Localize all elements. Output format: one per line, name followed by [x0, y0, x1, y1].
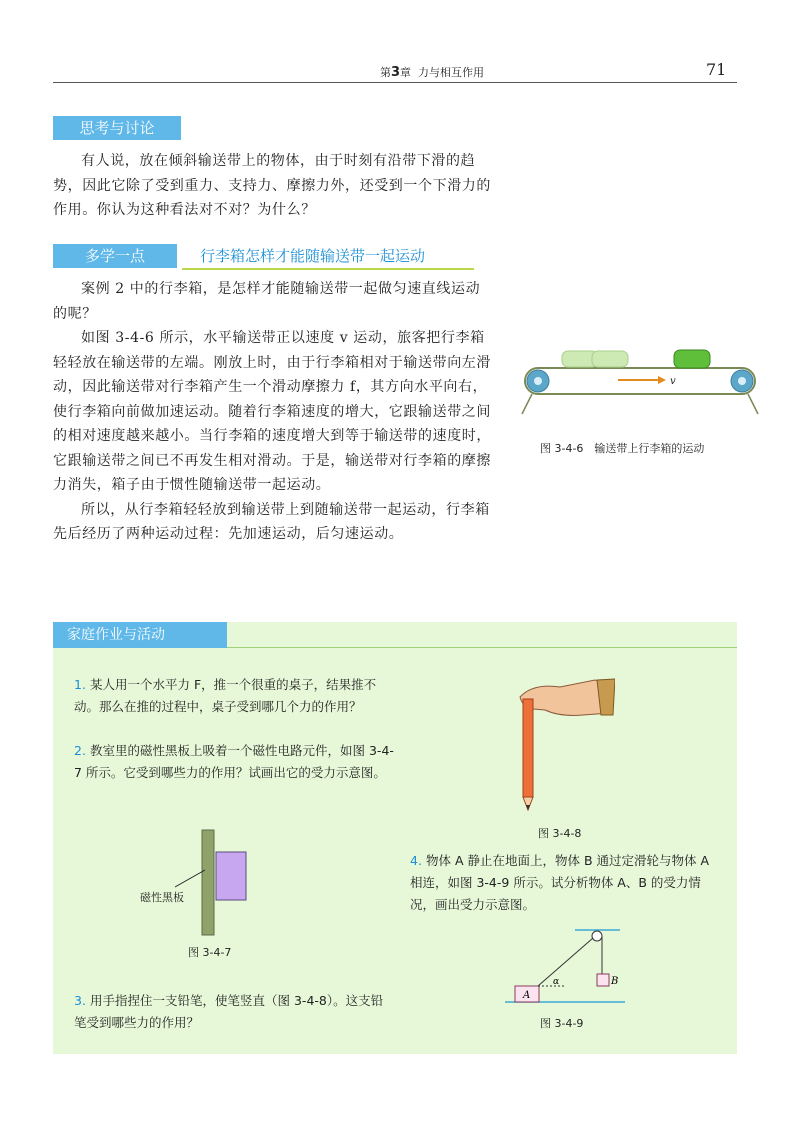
question-number: 2. — [74, 743, 86, 758]
chapter-title: 力与相互作用 — [418, 66, 485, 79]
learn-paragraph-3: 所以，从行李箱轻轻放到输送带上到随输送带一起运动，行李箱先后经历了两种运动过程：先加速运动，后匀速运动。 — [53, 501, 490, 542]
conveyor-belt-figure — [518, 336, 762, 418]
figure-3-4-6-caption: 图 3-4-6 输送带上行李箱的运动 — [540, 442, 705, 455]
question-text: 某人用一个水平力 F，推一个很重的桌子，结果推不动。那么在推的过程中，桌子受到哪几个力的作用？ — [74, 677, 377, 714]
learn-paragraph-1: 案例 2 中的行李箱，是怎样才能随输送带一起做匀速直线运动的呢？ — [53, 281, 481, 322]
homework-divider — [227, 647, 737, 648]
chapter-prefix: 第 — [380, 66, 391, 79]
question-2 — [74, 740, 394, 784]
angle-alpha-label: α — [553, 977, 560, 987]
magnetic-board-figure — [130, 825, 280, 940]
question-number: 3. — [74, 993, 86, 1008]
figure-3-4-7-caption: 图 3-4-7 — [188, 946, 232, 959]
header-divider — [53, 82, 737, 83]
question-text: 教室里的磁性黑板上吸着一个磁性电路元件，如图 3-4-7 所示。它受到哪些力的作用？试画出它的受力示意图。 — [74, 743, 394, 780]
block-b-label: B — [611, 976, 619, 987]
question-text: 物体 A 静止在地面上，物体 B 通过定滑轮与物体 A 相连，如图 3-4-9 所示。试分析物体 A、B 的受力情况，画出受力示意图。 — [410, 853, 710, 912]
pencil-hand-figure — [505, 675, 615, 815]
learn-more-title: 行李箱怎样才能随输送带一起运动 — [182, 244, 474, 270]
velocity-label: v — [670, 376, 676, 387]
think-paragraph: 有人说，放在倾斜输送带上的物体，由于时刻有沿带下滑的趋势，因此它除了受到重力、支持力、摩擦力外，还受到一个下滑力的作用。你认为这种看法对不对？为什么？ — [53, 153, 491, 218]
question-1 — [74, 674, 394, 718]
think-discuss-label: 思考与讨论 — [53, 116, 181, 140]
chapter-header — [380, 64, 484, 80]
learn-more-label: 多学一点 — [53, 244, 177, 268]
figure-3-4-8-caption: 图 3-4-8 — [538, 827, 582, 840]
question-number: 4. — [410, 853, 422, 868]
page-number: 71 — [706, 60, 727, 79]
homework-label: 家庭作业与活动 — [53, 622, 227, 648]
chapter-suffix: 章 — [400, 66, 412, 79]
learn-more-text — [53, 277, 493, 547]
question-4 — [410, 850, 720, 916]
think-discuss-text — [53, 149, 493, 223]
learn-paragraph-2: 如图 3-4-6 所示，水平输送带正以速度 v 运动，旅客把行李箱轻轻放在输送带的左端。刚放上时，由于行李箱相对于输送带向左滑动，因此输送带对行李箱产生一个滑动摩擦力 f，其方向水平向右，使行李箱向前做加速运动。随着行李箱速度的增大，它跟输送带之间的相对速度越来越小。当行李箱的速度增大到等于输送带的速度时，它跟输送带之间已不再发生相对滑动。于是，输送带对行李箱的摩擦力消失，箱子由于惯性随输送带一起运动。 — [53, 330, 491, 493]
question-3 — [74, 990, 394, 1034]
chapter-number: 3 — [391, 65, 401, 80]
block-a-label: A — [523, 990, 531, 1001]
question-text: 用手指捏住一支铅笔，使笔竖直（图 3-4-8）。这支铅笔受到哪些力的作用？ — [74, 993, 384, 1030]
figure-3-4-9-caption: 图 3-4-9 — [540, 1017, 584, 1030]
magnetic-board-label: 磁性黑板 — [140, 891, 184, 904]
question-number: 1. — [74, 677, 86, 692]
pulley-figure — [505, 928, 625, 1006]
